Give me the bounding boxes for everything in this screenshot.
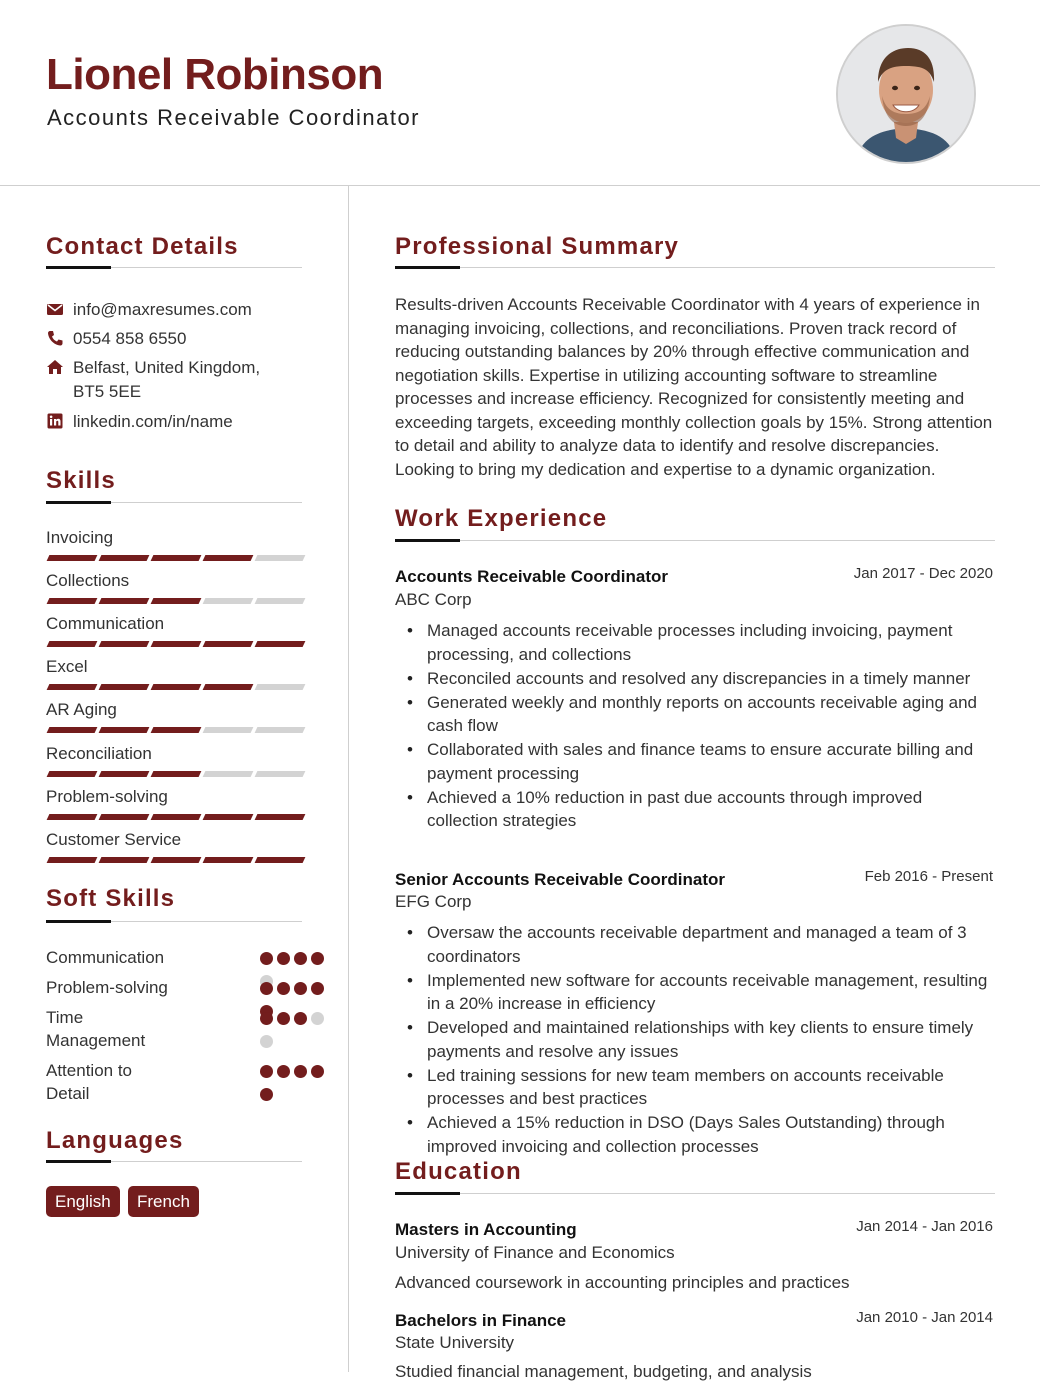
education-section-title: Education (395, 1158, 522, 1185)
level-dot-filled (260, 1065, 273, 1078)
skill-label: Customer Service (46, 829, 182, 849)
skill-bar-filled (99, 814, 150, 820)
level-dot-empty (260, 1035, 273, 1048)
level-dot-filled (260, 982, 273, 995)
job-2-bullet-3: • Developed and maintained relationships with key clients to ensure timely payments and resolve any issues (427, 1016, 995, 1063)
skill-bar-filled (203, 684, 254, 690)
skill-bar-filled (47, 857, 98, 863)
skill-bar-filled (99, 684, 150, 690)
level-dot-filled (311, 1065, 324, 1078)
skill-bar-filled (47, 771, 98, 777)
level-dot-filled (294, 952, 307, 965)
skill-bar-empty (255, 771, 306, 777)
skill-bar-filled (47, 641, 98, 647)
skill-bar-filled (151, 641, 202, 647)
contact-phone-text: 0554 858 6550 (73, 329, 187, 348)
job-1-bullet-3: • Generated weekly and monthly reports on accounts receivable aging and cash flow (427, 691, 995, 738)
education-2-school: State University (395, 1333, 515, 1352)
soft-skill-label: Time Management (46, 1008, 146, 1050)
education-2-note: Studied financial management, budgeting, and analysis (395, 1362, 812, 1381)
job-2-title: Senior Accounts Receivable Coordinator (395, 870, 725, 889)
skills-section-title: Skills (46, 467, 116, 494)
skill-bar-filled (47, 814, 98, 820)
level-dot-filled (260, 1088, 273, 1101)
skill-bar-filled (203, 555, 254, 561)
skill-bar-filled (255, 641, 306, 647)
skill-bar-empty (255, 684, 306, 690)
level-dot-filled (311, 952, 324, 965)
contact-section-rule (46, 267, 302, 268)
job-1-bullet-5: • Achieved a 10% reduction in past due accounts through improved collection strategies (427, 786, 995, 833)
languages-section-title: Languages (46, 1127, 184, 1154)
skill-level-bars (46, 727, 302, 733)
job-1-title: Accounts Receivable Coordinator (395, 567, 669, 586)
contact-linkedin-text: linkedin.com/in/name (73, 412, 233, 431)
soft-skill-level-dots (260, 1012, 332, 1058)
job-2-dates: Feb 2016 - Present (864, 868, 993, 885)
education-1-school: University of Finance and Economics (395, 1243, 675, 1262)
skill-label: Problem-solving (46, 786, 168, 806)
level-dot-filled (311, 982, 324, 995)
envelope-icon (46, 300, 64, 318)
skill-label: Collections (46, 571, 130, 591)
skill-bar-filled (151, 771, 202, 777)
level-dot-filled (294, 982, 307, 995)
summary-section-rule (395, 267, 995, 268)
skill-bar-filled (255, 814, 306, 820)
skill-bar-filled (99, 555, 150, 561)
job-1-dates: Jan 2017 - Dec 2020 (853, 565, 993, 582)
level-dot-filled (277, 1012, 290, 1025)
level-dot-filled (260, 1012, 273, 1025)
home-icon (46, 358, 64, 376)
skill-level-bars (46, 684, 302, 690)
skill-label: Communication (46, 614, 165, 634)
skill-bar-filled (99, 727, 150, 733)
skill-bar-empty (203, 598, 254, 604)
skill-bar-filled (47, 555, 98, 561)
skills-section-rule (46, 502, 302, 503)
level-dot-filled (294, 1065, 307, 1078)
skill-bar-filled (151, 555, 202, 561)
skill-label: AR Aging (46, 700, 117, 720)
job-2-bullet-5: • Achieved a 15% reduction in DSO (Days Sales Outstanding) through improved invoicing and collection processes (427, 1111, 995, 1158)
skill-level-bars (46, 857, 302, 863)
candidate-role: Accounts Receivable Coordinator (47, 105, 421, 130)
skill-bar-filled (47, 598, 98, 604)
skill-bar-empty (255, 727, 306, 733)
job-1-company: ABC Corp (395, 590, 472, 609)
skill-level-bars (46, 555, 302, 561)
education-1-note: Advanced coursework in accounting principles and practices (395, 1273, 850, 1292)
linkedin-icon (46, 412, 64, 430)
skill-level-bars (46, 814, 302, 820)
level-dot-filled (277, 1065, 290, 1078)
job-1-bullet-1: • Managed accounts receivable processes including invoicing, payment processing, and collections (427, 619, 995, 666)
person-avatar-icon (838, 26, 974, 162)
level-dot-filled (277, 982, 290, 995)
soft-skill-label: Communication (46, 948, 165, 967)
contact-address-line1: Belfast, United Kingdom, (73, 358, 261, 377)
skill-bar-filled (47, 684, 98, 690)
languages-section-rule (46, 1161, 302, 1162)
skill-level-bars (46, 641, 302, 647)
skill-bar-filled (151, 814, 202, 820)
skill-bar-empty (203, 771, 254, 777)
skill-bar-filled (151, 684, 202, 690)
level-dot-filled (260, 952, 273, 965)
column-divider (348, 186, 349, 1372)
education-1-degree: Masters in Accounting (395, 1220, 577, 1239)
language-chip-french: French (128, 1186, 199, 1217)
education-1-dates: Jan 2014 - Jan 2016 (856, 1218, 993, 1235)
job-2-bullet-2: • Implemented new software for accounts receivable management, resulting in a 20% increase in efficiency (427, 969, 995, 1016)
skill-bar-empty (255, 598, 306, 604)
skill-bar-filled (255, 857, 306, 863)
level-dot-empty (311, 1012, 324, 1025)
skill-bar-filled (151, 598, 202, 604)
job-1-bullets (395, 619, 995, 833)
soft-skill-label: Problem-solving (46, 978, 168, 997)
language-chip-english: English (46, 1186, 120, 1217)
skill-label: Reconciliation (46, 743, 152, 763)
summary-text: Results-driven Accounts Receivable Coordinator with 4 years of experience in managing invoicing, collections, and reconciliations. Proven track record of reducing outstanding balances by 20% through effective communication and negotiation skills. Expertise in utilizing accounting software to streamline processes and increase efficiency. Recognized for consistently meeting and exceeding targets, exceeding monthly collection goals by 15%. Strong attention to detail and ability to analyze data to identify and resolve discrepancies. Looking to bring my dedication and expertise to a dynamic organization. (395, 295, 993, 479)
skill-level-bars (46, 771, 302, 777)
experience-section-rule (395, 540, 995, 541)
education-section-rule (395, 1193, 995, 1194)
soft-skill-level-dots (260, 1065, 332, 1111)
level-dot-filled (277, 952, 290, 965)
skill-bar-empty (255, 555, 306, 561)
skill-bar-filled (203, 641, 254, 647)
skill-bar-filled (99, 598, 150, 604)
skill-level-bars (46, 598, 302, 604)
job-2-bullets (395, 921, 995, 1159)
skill-bar-filled (47, 727, 98, 733)
contact-address-line2: BT5 5EE (73, 382, 142, 401)
level-dot-filled (294, 1012, 307, 1025)
skill-bar-filled (203, 814, 254, 820)
job-2-bullet-1: • Oversaw the accounts receivable department and managed a team of 3 coordinators (427, 921, 995, 968)
resume-header (0, 0, 1040, 186)
soft-skills-section-title: Soft Skills (46, 885, 176, 912)
job-1-bullet-2: • Reconciled accounts and resolved any discrepancies in a timely manner (427, 667, 995, 691)
skill-bar-filled (99, 771, 150, 777)
education-2-dates: Jan 2010 - Jan 2014 (856, 1309, 993, 1326)
contact-section-title: Contact Details (46, 233, 239, 260)
phone-icon (46, 329, 64, 347)
experience-section-title: Work Experience (395, 505, 608, 532)
skill-bar-filled (99, 641, 150, 647)
summary-section-title: Professional Summary (395, 233, 680, 260)
soft-skill-label: Attention to Detail (46, 1061, 133, 1103)
skill-label: Invoicing (46, 528, 114, 547)
job-2-company: EFG Corp (395, 892, 472, 911)
education-2-degree: Bachelors in Finance (395, 1311, 566, 1330)
job-1-bullet-4: • Collaborated with sales and finance teams to ensure accurate billing and payment processing (427, 738, 995, 785)
job-2-bullet-4: • Led training sessions for new team members on accounts receivable processes and best practices (427, 1064, 995, 1111)
skill-bar-filled (99, 857, 150, 863)
soft-skills-section-rule (46, 921, 302, 922)
skill-label: Excel (46, 657, 88, 677)
candidate-name: Lionel Robinson (46, 50, 384, 99)
skill-bar-filled (151, 857, 202, 863)
profile-photo (836, 24, 976, 164)
skill-bar-empty (203, 727, 254, 733)
contact-email-text: info@maxresumes.com (73, 300, 252, 319)
skill-bar-filled (203, 857, 254, 863)
skill-bar-filled (151, 727, 202, 733)
